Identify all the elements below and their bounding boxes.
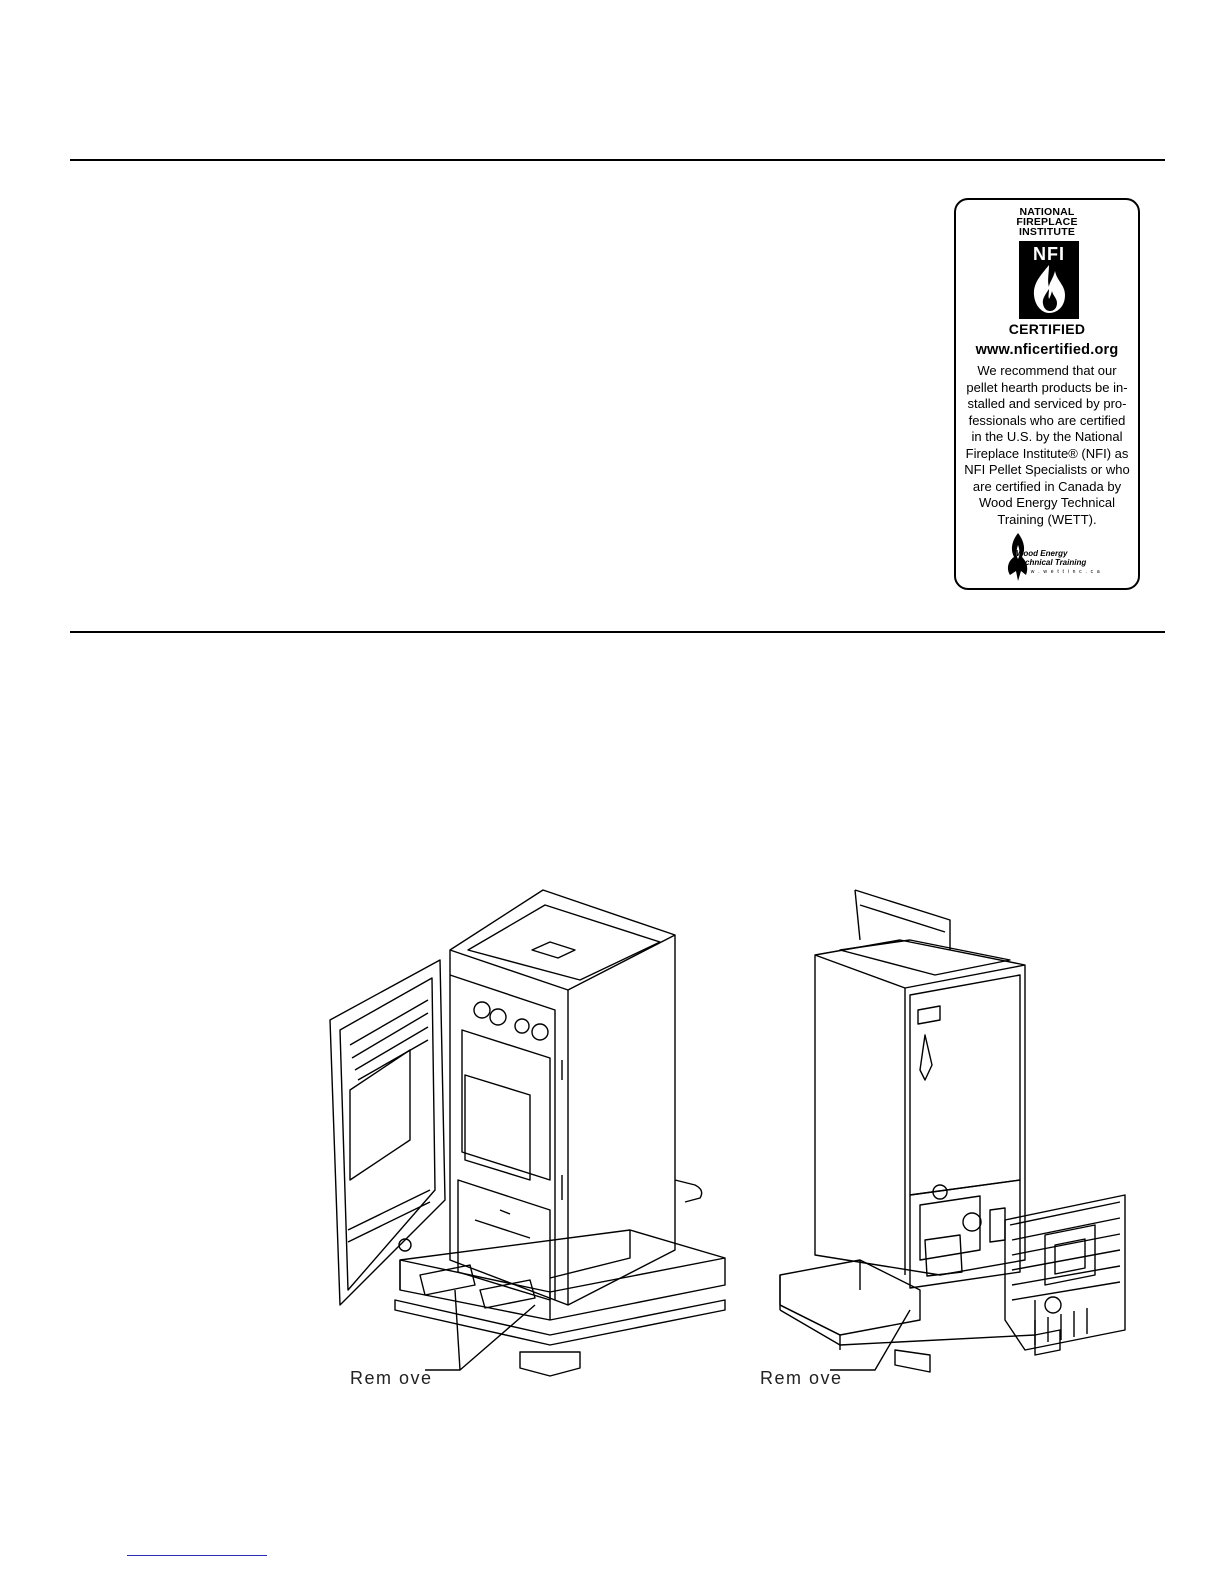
flame-icon bbox=[1019, 241, 1079, 319]
nfi-organization-name bbox=[956, 207, 1138, 237]
nfi-text-line: pellet hearth products be in- bbox=[966, 379, 1128, 395]
nfi-text-line: Wood Energy Technical bbox=[978, 495, 1116, 510]
remove-label-right: Rem ove bbox=[760, 1368, 843, 1388]
nfi-certification-box bbox=[954, 198, 1140, 590]
right-stove-pallet bbox=[780, 1260, 1060, 1372]
nfi-org-line-1: NATIONAL bbox=[1019, 206, 1075, 218]
section-divider-bottom bbox=[70, 631, 1165, 633]
wett-logo-name bbox=[1016, 550, 1086, 567]
nfi-org-line-2: FIREPLACE bbox=[1016, 216, 1078, 228]
wett-name-line: Wood Energy bbox=[1016, 549, 1068, 558]
nfi-certified-label: CERTIFIED bbox=[1008, 321, 1086, 337]
nfi-text-line: stalled and serviced by pro- bbox=[967, 396, 1127, 411]
nfi-text-line: Fireplace Institute® (NFI) as bbox=[965, 445, 1129, 461]
nfi-text-line: in the U.S. by the National bbox=[971, 429, 1123, 444]
nfi-website-url: www.nficertified.org bbox=[975, 342, 1119, 358]
nfi-recommendation-text bbox=[960, 363, 1134, 528]
nfi-text-line: Training (WETT). bbox=[997, 511, 1097, 527]
nfi-badge-text: NFI bbox=[1033, 244, 1065, 264]
left-stove-pallet bbox=[395, 1230, 725, 1376]
nfi-text-line: NFI Pellet Specialists or who bbox=[964, 462, 1130, 477]
nfi-flame-badge-logo bbox=[1019, 241, 1079, 319]
pellet-stove-unpacking-illustration bbox=[300, 880, 1130, 1400]
nfi-text-line: We recommend that our bbox=[977, 363, 1117, 378]
right-remove-leader-line bbox=[830, 1310, 910, 1370]
left-stove-body bbox=[450, 890, 702, 1305]
nfi-org-line-3: INSTITUTE bbox=[1018, 226, 1076, 238]
right-stove-side-panel bbox=[1005, 1195, 1125, 1350]
wett-url: w w w . w e t t i n c . c a bbox=[1016, 569, 1101, 575]
wett-name-line: Technical Training bbox=[1016, 557, 1087, 567]
right-stove-body bbox=[815, 890, 1025, 1288]
nfi-text-line: fessionals who are certified bbox=[968, 412, 1126, 428]
footer-link-underline bbox=[127, 1555, 267, 1556]
nfi-text-line: are certified in Canada by bbox=[972, 478, 1122, 494]
section-divider-top bbox=[70, 159, 1165, 161]
left-stove-open-door bbox=[330, 960, 445, 1305]
remove-label-left: Rem ove bbox=[350, 1368, 433, 1388]
